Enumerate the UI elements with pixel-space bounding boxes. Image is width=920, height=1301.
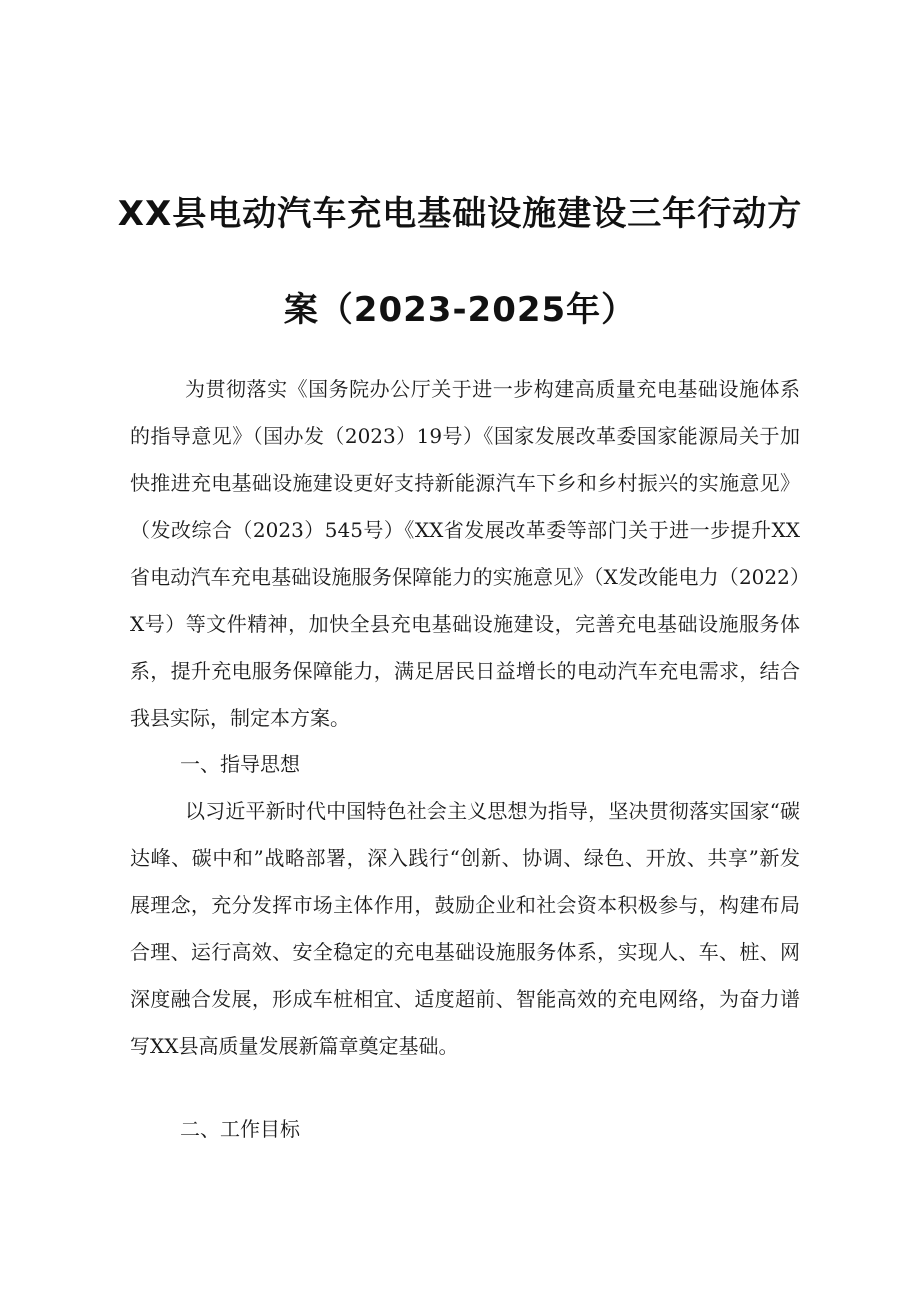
document-title-line-2: 案（2023-2025年） xyxy=(283,290,637,330)
guiding-ideology-paragraph: 以习近平新时代中国特色社会主义思想为指导，坚决贯彻落实国家“碳达峰、碳中和”战略部署，深入践行“创新、协调、绿色、开放、共享”新发展理念，充分发挥市场主体作用，鼓励企业和社会资本积极参与，构建布局合理、运行高效、安全稳定的充电基础设施服务体系，实现人、车、桩、网深度融合发展，形成车桩相宜、适度超前、智能高效的充电网络，为奋力谱写XX县高质量发展新篇章奠定基础。 xyxy=(130,799,800,1058)
intro-paragraph: 为贯彻落实《国务院办公厅关于进一步构建高质量充电基础设施体系的指导意见》（国办发（2023）19号）《国家发展改革委国家能源局关于加快推进充电基础设施建设更好支持新能源汽车下乡和乡村振兴的实施意见》（发改综合（2023）545号）《XX省发展改革委等部门关于进一步提升XX省电动汽车充电基础设施服务保障能力的实施意见》（X发改能电力（2022）X号）等文件精神，加快全县充电基础设施建设，完善充电基础设施服务体系，提升充电服务保障能力，满足居民日益增长的电动汽车充电需求，结合我县实际，制定本方案。 xyxy=(130,377,800,730)
section-heading-guiding-ideology: 一、指导思想 xyxy=(180,752,300,776)
section-heading-work-goals: 二、工作目标 xyxy=(180,1117,300,1141)
document-title-line-1: XX县电动汽车充电基础设施建设三年行动方 xyxy=(117,194,803,234)
